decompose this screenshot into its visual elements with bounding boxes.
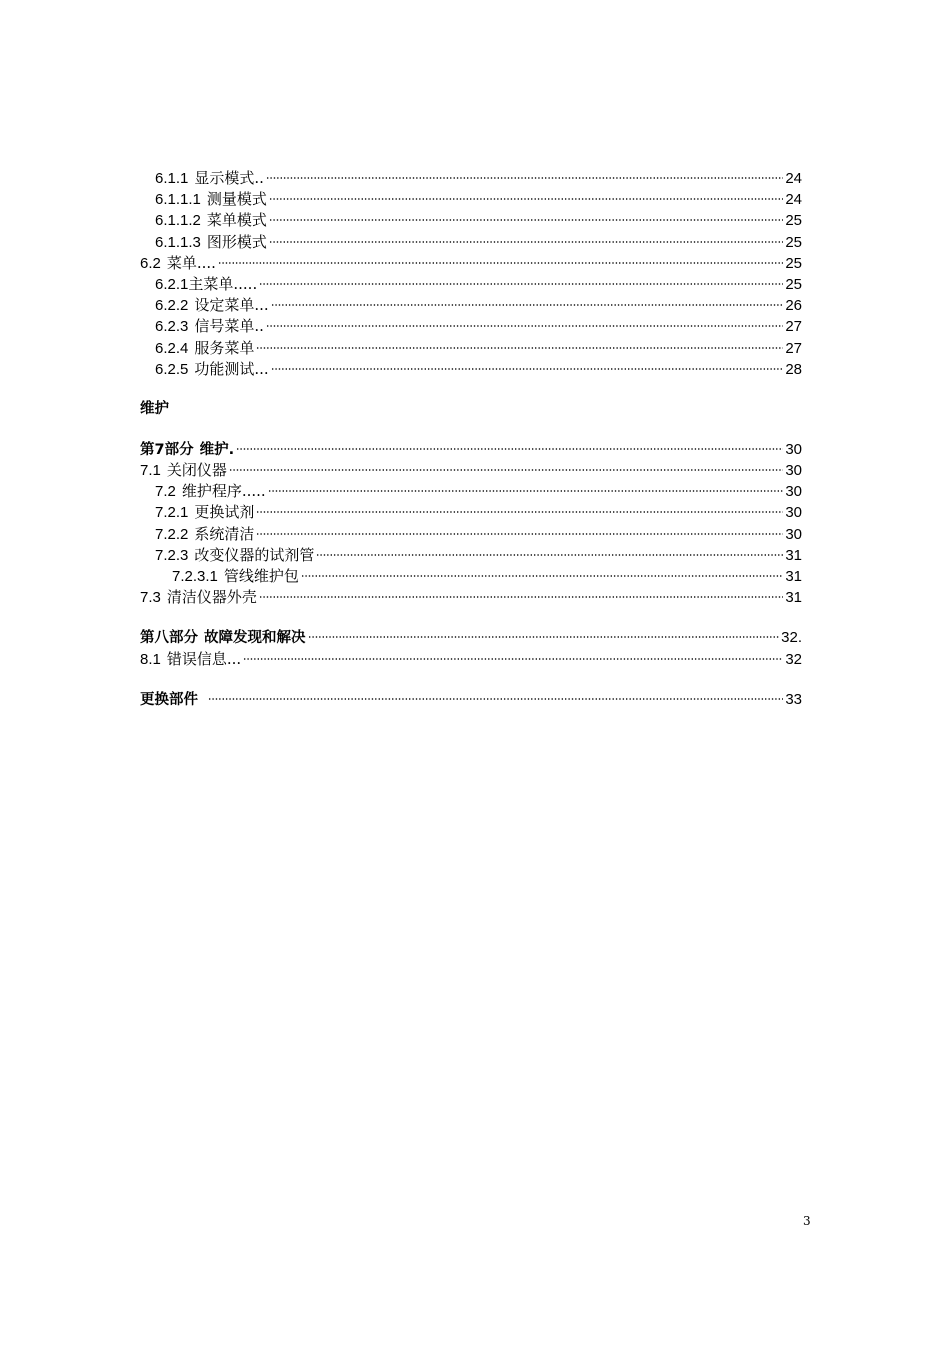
toc-entry-page: 30 <box>785 525 802 543</box>
toc-entry-page: 25 <box>785 275 802 293</box>
toc-entry-number: 6.2.5 <box>155 360 189 378</box>
dot-leader <box>266 324 783 328</box>
toc-entry[interactable] <box>140 566 802 587</box>
toc-entry-label: 测量模式 <box>206 190 267 209</box>
dot-leader <box>268 489 784 493</box>
toc-group-troubleshooting <box>140 627 802 669</box>
toc-entry-number: 7.2.2 <box>155 525 189 543</box>
spacer <box>140 608 802 627</box>
dot-leader <box>269 240 783 244</box>
dot-leader <box>208 697 783 701</box>
toc-entry-label: 信号菜单.. <box>194 317 264 336</box>
toc-entry-number: 6.1.1.3 <box>155 233 201 251</box>
page-number: 3 <box>803 1214 811 1228</box>
dot-leader <box>256 532 783 536</box>
toc-entry[interactable] <box>140 627 802 648</box>
dot-leader <box>256 510 783 514</box>
dot-leader <box>266 176 783 180</box>
dot-leader <box>259 595 783 599</box>
dot-leader <box>236 447 783 451</box>
toc-entry[interactable] <box>140 189 802 210</box>
toc-entry[interactable] <box>140 439 802 460</box>
toc-entry-page: 27 <box>785 318 802 336</box>
toc-entry-label: 更换部件 <box>140 691 198 708</box>
toc-entry-page: 25 <box>785 233 802 251</box>
toc-group-maintenance <box>140 439 802 609</box>
toc-entry-number: 6.1.1 <box>155 170 189 187</box>
spacer <box>140 380 802 399</box>
toc-entry-label: 功能测试... <box>194 359 269 378</box>
toc-entry[interactable] <box>140 587 802 608</box>
toc-entry-number: 6.2.4 <box>155 339 189 357</box>
toc-entry-label: 改变仪器的试剂管 <box>194 545 315 564</box>
toc-entry[interactable] <box>140 210 802 231</box>
toc-group-display <box>140 168 802 380</box>
toc-entry[interactable] <box>140 502 802 523</box>
toc-entry-label: 菜单.... <box>166 253 216 272</box>
dot-leader <box>271 367 784 371</box>
toc-entry-number: 第八部分 <box>140 630 198 647</box>
toc-entry-label: 维护. <box>199 441 235 458</box>
spacer <box>140 420 802 439</box>
toc-entry-page: 32 <box>785 650 802 668</box>
toc-entry-page: 32. <box>781 629 802 647</box>
toc-entry-label: 菜单模式 <box>206 211 267 230</box>
dot-leader <box>218 261 783 265</box>
toc-entry-number: 6.1.1.2 <box>155 212 201 230</box>
toc-entry-label: 更换试剂 <box>194 503 255 522</box>
table-of-contents <box>140 168 802 710</box>
toc-entry[interactable] <box>140 545 802 566</box>
dot-leader <box>301 574 783 578</box>
toc-entry-number: 6.1.1.1 <box>155 191 201 209</box>
toc-entry-number: 8.1 <box>140 650 161 668</box>
toc-entry-number: 第7部分 <box>140 441 194 458</box>
toc-entry-label: 系统清洁 <box>194 524 255 543</box>
toc-entry-number: 6.2.2 <box>155 297 189 315</box>
dot-leader <box>316 553 783 557</box>
toc-entry-label: 清洁仪器外壳 <box>166 588 257 607</box>
toc-entry-label: 故障发现和解决 <box>204 630 306 647</box>
dot-leader <box>308 635 780 639</box>
toc-entry[interactable] <box>140 316 802 337</box>
toc-entry-page: 30 <box>785 483 802 501</box>
toc-entry-page: 31 <box>785 589 802 607</box>
toc-entry-page: 33 <box>785 690 802 708</box>
spacer <box>140 670 802 689</box>
toc-entry-page: 30 <box>785 462 802 480</box>
dot-leader <box>269 197 783 201</box>
toc-entry-label: 管线维护包 <box>223 567 299 585</box>
toc-entry-number: 7.3 <box>140 589 161 607</box>
toc-entry-label: 维护程序..... <box>181 482 266 501</box>
toc-entry[interactable] <box>140 295 802 316</box>
toc-entry[interactable] <box>140 253 802 274</box>
toc-entry-page: 31 <box>785 546 802 564</box>
toc-entry-page: 24 <box>785 170 802 187</box>
dot-leader <box>271 303 784 307</box>
toc-entry-page: 24 <box>785 191 802 209</box>
dot-leader <box>243 657 783 661</box>
toc-entry[interactable] <box>140 460 802 481</box>
toc-entry[interactable] <box>140 274 802 295</box>
toc-entry-page: 30 <box>785 440 802 458</box>
toc-entry-number: 7.2.3 <box>155 546 189 564</box>
toc-entry-page: 28 <box>785 360 802 378</box>
toc-entry[interactable] <box>140 649 802 670</box>
toc-entry-page: 25 <box>785 254 802 272</box>
toc-entry-page: 25 <box>785 212 802 230</box>
toc-entry-page: 31 <box>785 568 802 585</box>
toc-entry-number: 6.2 <box>140 254 161 272</box>
toc-entry-page: 30 <box>785 504 802 522</box>
toc-entry-label: 错误信息... <box>166 649 242 668</box>
toc-entry-label: 显示模式.. <box>194 169 264 187</box>
dot-leader <box>269 218 783 222</box>
toc-entry-page: 26 <box>785 297 802 315</box>
toc-entry[interactable] <box>140 232 802 253</box>
toc-entry[interactable] <box>140 168 802 189</box>
dot-leader <box>259 282 783 286</box>
toc-entry-label: 图形模式 <box>206 232 267 251</box>
toc-entry[interactable] <box>140 359 802 380</box>
toc-entry-number: 7.2.3.1 <box>172 568 218 585</box>
toc-entry-number: 6.2.1 <box>155 275 189 293</box>
toc-entry-number: 7.2.1 <box>155 504 189 522</box>
toc-entry[interactable] <box>140 481 802 502</box>
dot-leader <box>256 346 783 350</box>
toc-entry-number: 6.2.3 <box>155 318 189 336</box>
dot-leader <box>229 468 783 472</box>
toc-entry-number: 7.1 <box>140 462 161 480</box>
toc-entry-number: 7.2 <box>155 483 176 501</box>
toc-entry-page: 27 <box>785 339 802 357</box>
toc-entry-label: 设定菜单... <box>194 296 269 315</box>
toc-entry-label: 关闭仪器 <box>166 461 227 480</box>
toc-group-parts <box>140 689 802 710</box>
toc-entry-label: 服务菜单 <box>194 338 255 357</box>
toc-entry[interactable] <box>140 689 802 710</box>
section-heading: 维护 <box>140 400 169 417</box>
toc-entry[interactable] <box>140 524 802 545</box>
toc-entry[interactable] <box>140 338 802 359</box>
toc-entry-label: 主菜单..... <box>188 274 258 293</box>
